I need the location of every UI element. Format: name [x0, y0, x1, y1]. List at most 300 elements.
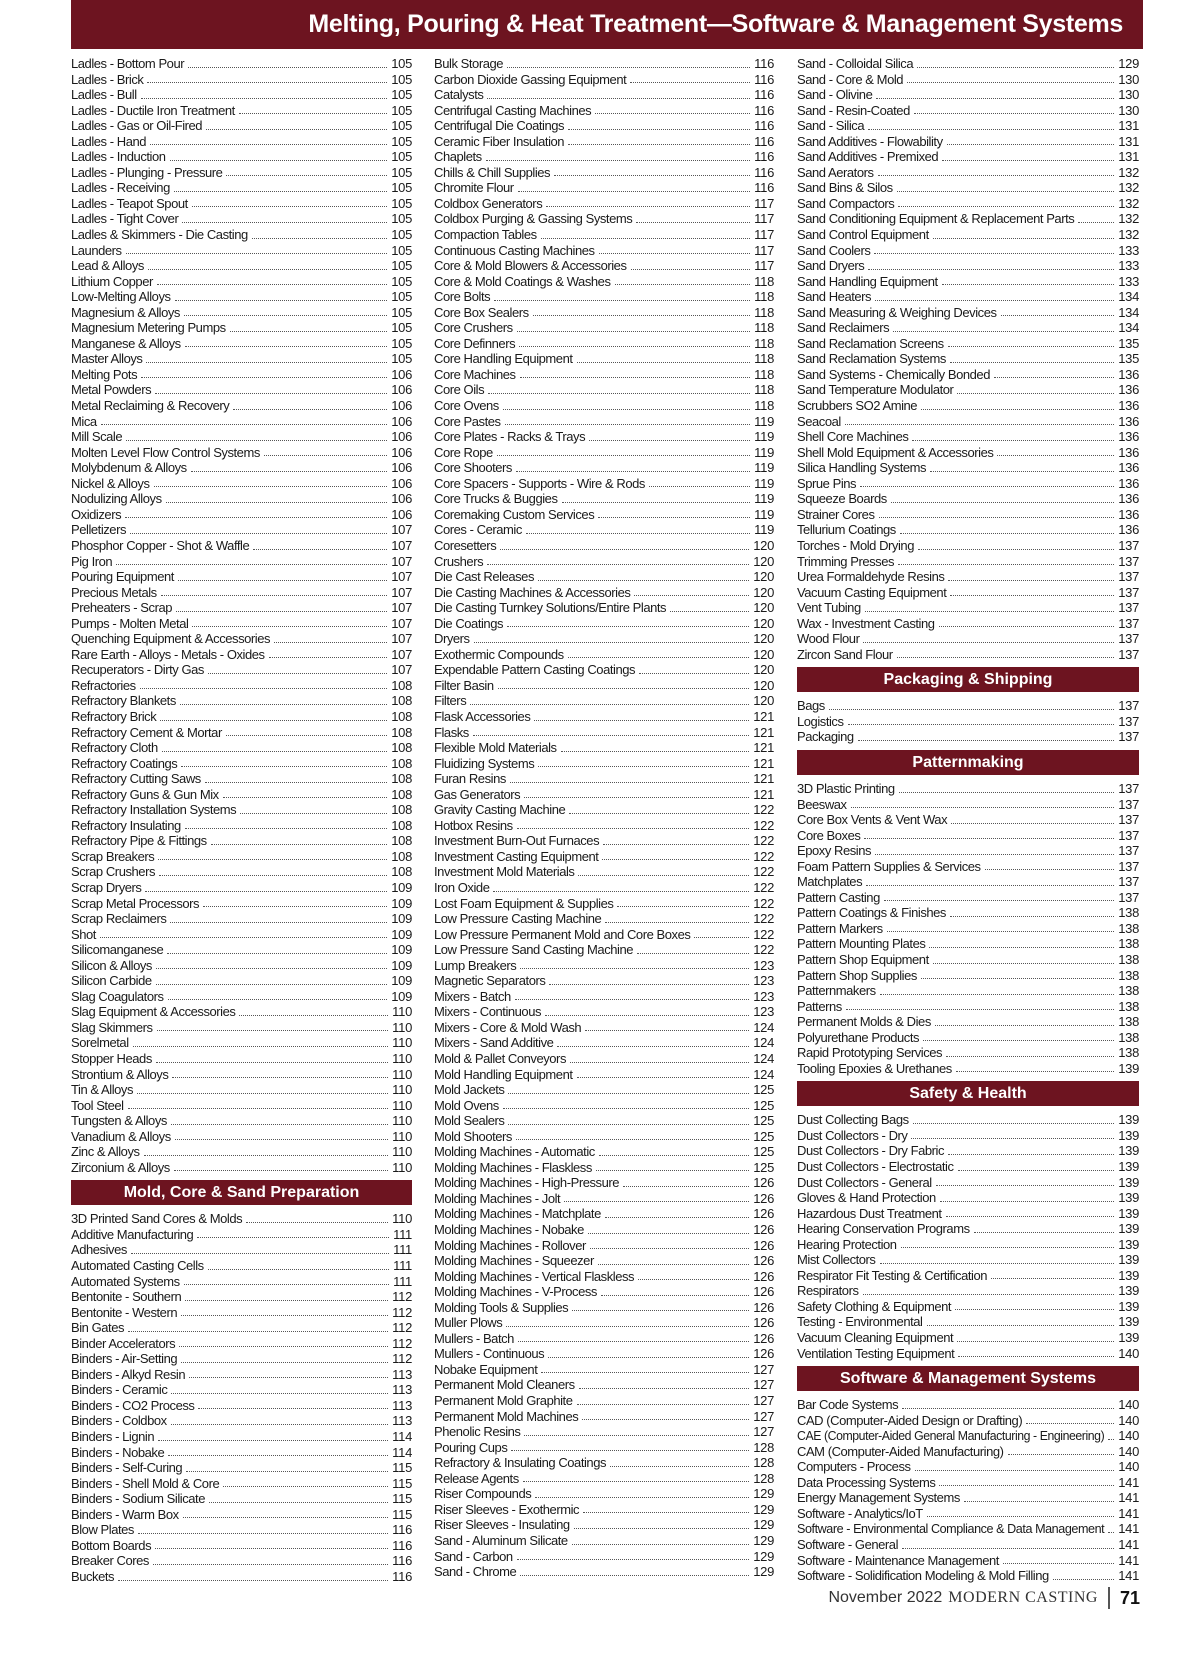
- dot-leader: [997, 455, 1114, 456]
- entry-page-number: 120: [753, 537, 774, 553]
- dot-leader: [1008, 1454, 1115, 1455]
- entry-label: Manganese & Alloys: [71, 335, 181, 351]
- entry-page-number: 137: [1118, 858, 1139, 874]
- dot-leader: [1001, 315, 1115, 316]
- entry-page-number: 139: [1118, 1205, 1139, 1221]
- entry-label: Riser Sleeves - Exothermic: [434, 1501, 580, 1517]
- entry-page-number: 126: [753, 1330, 774, 1346]
- entry-page-number: 112: [392, 1304, 412, 1320]
- entry-page-number: 107: [391, 662, 412, 678]
- dot-leader: [174, 191, 387, 192]
- entry-label: Sand Reclamation Screens: [797, 335, 944, 351]
- dot-leader: [948, 580, 1114, 581]
- entry-page-number: 108: [391, 677, 412, 693]
- dot-leader: [516, 1139, 749, 1140]
- index-entry: [797, 1014, 1139, 1030]
- index-entry: [797, 351, 1139, 367]
- entry-label: Continuous Casting Machines: [434, 242, 595, 258]
- index-entry: [71, 351, 412, 367]
- dot-leader: [517, 1559, 750, 1560]
- dot-leader: [957, 1341, 1114, 1342]
- dot-leader: [158, 1440, 388, 1441]
- entry-page-number: 118: [754, 289, 774, 305]
- entry-page-number: 106: [391, 491, 412, 507]
- dot-leader: [875, 854, 1114, 855]
- entry-page-number: 107: [391, 600, 412, 616]
- dot-leader: [561, 751, 750, 752]
- dot-leader: [880, 994, 1115, 995]
- dot-leader: [577, 1404, 750, 1405]
- entry-page-number: 110: [392, 1082, 412, 1098]
- entry-label: Mold Jackets: [434, 1082, 505, 1098]
- entry-page-number: 137: [1118, 889, 1139, 905]
- entry-page-number: 141: [1118, 1490, 1139, 1506]
- entry-page-number: 117: [754, 258, 774, 274]
- entry-label: Ladles - Plunging - Pressure: [71, 164, 223, 180]
- entry-page-number: 108: [391, 833, 412, 849]
- entry-label: Core Box Vents & Vent Wax: [797, 812, 948, 828]
- entry-label: Fluidizing Systems: [434, 755, 535, 771]
- dot-leader: [192, 206, 387, 207]
- index-entry: [434, 507, 774, 523]
- dot-leader: [569, 813, 749, 814]
- entry-page-number: 105: [391, 164, 412, 180]
- index-entry: [434, 1315, 774, 1331]
- section-heading: Software & Management Systems: [797, 1366, 1139, 1391]
- entry-label: Mullers - Continuous: [434, 1346, 545, 1362]
- entry-label: Pattern Shop Equipment: [797, 951, 929, 967]
- index-entry: [71, 1258, 412, 1274]
- index-entry: [797, 1045, 1139, 1061]
- dot-leader: [185, 1300, 388, 1301]
- dot-leader: [930, 471, 1114, 472]
- dot-leader: [950, 595, 1114, 596]
- dot-leader: [548, 1357, 749, 1358]
- index-entry: [71, 476, 412, 492]
- entry-label: Melting Pots: [71, 366, 138, 382]
- index-entry: [797, 1190, 1139, 1206]
- entry-label: Logistics: [797, 713, 844, 729]
- entry-label: Silicon & Alloys: [71, 957, 152, 973]
- index-entry: [797, 828, 1139, 844]
- index-entry: [797, 1128, 1139, 1144]
- entry-page-number: 125: [753, 1113, 774, 1129]
- entry-label: Shell Mold Equipment & Accessories: [797, 444, 994, 460]
- index-entry: [434, 1191, 774, 1207]
- entry-label: Testing - Environmental: [797, 1314, 923, 1330]
- entry-page-number: 126: [753, 1222, 774, 1238]
- entry-label: Refractory Installation Systems: [71, 802, 237, 818]
- dot-leader: [582, 1419, 749, 1420]
- dot-leader: [125, 517, 387, 518]
- entry-label: Chaplets: [434, 149, 482, 165]
- dot-leader: [863, 1294, 1115, 1295]
- dot-leader: [918, 549, 1114, 550]
- index-entry: [434, 942, 774, 958]
- entry-label: Exothermic Compounds: [434, 646, 564, 662]
- index-entry: [797, 631, 1139, 647]
- entry-page-number: 120: [753, 584, 774, 600]
- entry-page-number: 139: [1118, 1267, 1139, 1283]
- entry-page-number: 139: [1118, 1174, 1139, 1190]
- index-entry: [71, 1476, 412, 1492]
- index-entry: [71, 616, 412, 632]
- entry-page-number: 124: [753, 1051, 774, 1066]
- entry-page-number: 137: [1118, 713, 1139, 729]
- entry-page-number: 105: [391, 242, 412, 258]
- index-entry: [797, 118, 1139, 134]
- entry-label: Sand Control Equipment: [797, 227, 929, 243]
- dot-leader: [880, 1263, 1115, 1264]
- entry-label: Pumps - Molten Metal: [71, 615, 189, 631]
- index-entry: [71, 631, 412, 647]
- entry-page-number: 120: [753, 646, 774, 662]
- entry-label: Sand - Resin-Coated: [797, 102, 910, 118]
- entry-label: Ceramic Fiber Insulation: [434, 133, 565, 149]
- entry-page-number: 107: [391, 615, 412, 631]
- index-entry: [71, 569, 412, 585]
- entry-page-number: 108: [391, 740, 412, 756]
- entry-label: Sand Compactors: [797, 195, 895, 211]
- index-entry: [434, 1067, 774, 1083]
- dot-leader: [868, 129, 1114, 130]
- entry-label: Core & Mold Blowers & Accessories: [434, 258, 627, 274]
- entry-page-number: 105: [391, 273, 412, 289]
- index-entry: [434, 1300, 774, 1316]
- dot-leader: [568, 657, 749, 658]
- dot-leader: [172, 1077, 388, 1078]
- entry-label: Gravity Casting Machine: [434, 802, 566, 818]
- dot-leader: [929, 947, 1114, 948]
- dot-leader: [588, 1233, 749, 1234]
- dot-leader: [829, 709, 1114, 710]
- dot-leader: [887, 931, 1114, 932]
- index-entry: [434, 693, 774, 709]
- entry-label: Catalysts: [434, 87, 484, 103]
- index-column-1: [71, 56, 412, 1585]
- entry-page-number: 112: [392, 1335, 412, 1351]
- dot-leader: [181, 1362, 388, 1363]
- index-entry: [434, 771, 774, 787]
- entry-label: Mica: [71, 413, 97, 429]
- entry-page-number: 141: [1118, 1521, 1139, 1537]
- dot-leader: [637, 953, 749, 954]
- entry-page-number: 107: [391, 646, 412, 662]
- dot-leader: [128, 1331, 388, 1332]
- entry-page-number: 110: [392, 1051, 412, 1066]
- dot-leader: [161, 595, 387, 596]
- entry-label: Sprue Pins: [797, 475, 857, 491]
- entry-label: Dust Collectors - Dry Fabric: [797, 1143, 945, 1159]
- entry-label: Coremaking Custom Services: [434, 506, 595, 522]
- dot-leader: [897, 191, 1115, 192]
- index-entry: [71, 227, 412, 243]
- entry-page-number: 107: [391, 537, 412, 553]
- entry-label: Sand - Olivine: [797, 87, 873, 103]
- dot-leader: [239, 1015, 388, 1016]
- index-entry: [797, 336, 1139, 352]
- dot-leader: [154, 486, 388, 487]
- index-entry: [434, 274, 774, 290]
- index-entry: [71, 87, 412, 103]
- index-entry: [797, 243, 1139, 259]
- magazine-name: MODERN CASTING: [948, 1589, 1098, 1606]
- entry-page-number: 122: [753, 833, 774, 849]
- entry-page-number: 139: [1118, 1298, 1139, 1314]
- entry-page-number: 123: [753, 988, 774, 1004]
- entry-label: Zirconium & Alloys: [71, 1159, 170, 1175]
- index-entry: [434, 849, 774, 865]
- dot-leader: [517, 331, 750, 332]
- entry-page-number: 129: [753, 1501, 774, 1517]
- entry-label: Permanent Mold Graphite: [434, 1393, 573, 1409]
- entry-page-number: 110: [392, 1097, 412, 1113]
- entry-label: Core Box Sealers: [434, 304, 529, 320]
- index-entry: [434, 305, 774, 321]
- entry-page-number: 117: [754, 211, 774, 227]
- entry-label: Squeeze Boards: [797, 491, 887, 507]
- dot-leader: [583, 1512, 749, 1513]
- entry-label: Silica Handling Systems: [797, 460, 927, 476]
- entry-page-number: 132: [1118, 211, 1139, 227]
- index-entry: [71, 445, 412, 461]
- dot-leader: [933, 238, 1114, 239]
- dot-leader: [649, 486, 750, 487]
- entry-label: Molding Machines - Squeezer: [434, 1253, 594, 1269]
- index-entry: [434, 802, 774, 818]
- entry-page-number: 106: [391, 475, 412, 491]
- entry-label: Additive Manufacturing: [71, 1226, 194, 1242]
- entry-page-number: 105: [391, 149, 412, 165]
- entry-label: Nobake Equipment: [434, 1361, 538, 1377]
- dot-leader: [615, 284, 751, 285]
- entry-page-number: 141: [1118, 1505, 1139, 1521]
- dot-leader: [226, 735, 387, 736]
- entry-label: Preheaters - Scrap: [71, 600, 173, 616]
- dot-leader: [541, 1372, 749, 1373]
- entry-label: Scrap Reclaimers: [71, 911, 167, 927]
- entry-label: Scrubbers SO2 Amine: [797, 398, 918, 414]
- index-entry: [71, 1020, 412, 1036]
- entry-label: Investment Mold Materials: [434, 864, 575, 880]
- index-entry: [71, 709, 412, 725]
- dot-leader: [184, 1284, 389, 1285]
- entry-page-number: 137: [1118, 584, 1139, 600]
- entry-label: Software - Maintenance Management: [797, 1552, 999, 1568]
- entry-page-number: 118: [754, 398, 774, 414]
- entry-label: Expendable Pattern Casting Coatings: [434, 662, 636, 678]
- dot-leader: [171, 1124, 388, 1125]
- dot-leader: [141, 377, 387, 378]
- entry-page-number: 105: [391, 71, 412, 87]
- entry-page-number: 125: [753, 1159, 774, 1175]
- entry-label: Pattern Mounting Plates: [797, 936, 926, 952]
- dot-leader: [185, 346, 388, 347]
- index-entry: [71, 973, 412, 989]
- entry-label: Lithium Copper: [71, 273, 153, 289]
- entry-label: Dryers: [434, 631, 470, 647]
- dot-leader: [118, 1580, 388, 1581]
- index-entry: [797, 1030, 1139, 1046]
- index-entry: [797, 491, 1139, 507]
- index-entry: [434, 180, 774, 196]
- entry-page-number: 123: [753, 957, 774, 973]
- entry-page-number: 139: [1118, 1314, 1139, 1330]
- entry-label: Zircon Sand Flour: [797, 646, 893, 662]
- entry-page-number: 106: [391, 382, 412, 398]
- dot-leader: [570, 1062, 749, 1063]
- entry-page-number: 110: [392, 1159, 412, 1175]
- entry-page-number: 119: [754, 444, 774, 460]
- dot-leader: [884, 900, 1114, 901]
- entry-page-number: 131: [1118, 149, 1139, 165]
- entry-label: Zinc & Alloys: [71, 1144, 140, 1160]
- entry-page-number: 109: [391, 957, 412, 973]
- entry-page-number: 129: [753, 1532, 774, 1548]
- dot-leader: [913, 1123, 1115, 1124]
- entry-label: Vanadium & Alloys: [71, 1128, 171, 1144]
- entry-label: Sand - Carbon: [434, 1548, 513, 1564]
- dot-leader: [474, 642, 750, 643]
- dot-leader: [942, 160, 1114, 161]
- entry-label: Permanent Molds & Dies: [797, 1014, 931, 1030]
- entry-page-number: 122: [753, 864, 774, 880]
- index-entry: [434, 1035, 774, 1051]
- entry-page-number: 130: [1118, 87, 1139, 103]
- dot-leader: [599, 253, 751, 254]
- entry-label: Sand - Chrome: [434, 1564, 517, 1580]
- entry-label: Strontium & Alloys: [71, 1066, 169, 1082]
- entry-page-number: 138: [1118, 967, 1139, 983]
- entry-page-number: 136: [1118, 366, 1139, 382]
- entry-page-number: 118: [754, 335, 774, 351]
- entry-label: Ladles - Induction: [71, 149, 166, 165]
- dot-leader: [917, 67, 1114, 68]
- dot-leader: [957, 393, 1114, 394]
- dot-leader: [171, 1393, 388, 1394]
- entry-page-number: 126: [753, 1206, 774, 1222]
- entry-page-number: 111: [393, 1242, 412, 1258]
- entry-page-number: 118: [754, 273, 774, 289]
- index-entry: [434, 725, 774, 741]
- entry-page-number: 106: [391, 366, 412, 382]
- entry-label: Scrap Crushers: [71, 864, 156, 880]
- index-entry: [434, 1377, 774, 1393]
- dot-leader: [503, 1108, 749, 1109]
- index-entry: [434, 1346, 774, 1362]
- dot-leader: [914, 113, 1114, 114]
- entry-page-number: 115: [392, 1475, 412, 1491]
- dot-leader: [538, 580, 749, 581]
- dot-leader: [126, 253, 388, 254]
- entry-page-number: 113: [392, 1382, 412, 1398]
- index-entry: [71, 1553, 412, 1569]
- index-entry: [797, 843, 1139, 859]
- dot-leader: [211, 844, 388, 845]
- entry-label: Hearing Conservation Programs: [797, 1221, 970, 1237]
- dot-leader: [863, 642, 1114, 643]
- index-entry: [71, 72, 412, 88]
- entry-page-number: 121: [753, 771, 774, 787]
- dot-leader: [923, 1040, 1114, 1041]
- index-entry: [797, 1159, 1139, 1175]
- entry-page-number: 108: [391, 708, 412, 724]
- index-entry: [434, 1175, 774, 1191]
- entry-label: Sand Additives - Premixed: [797, 149, 939, 165]
- entry-page-number: 117: [754, 195, 774, 211]
- dot-leader: [197, 1237, 389, 1238]
- entry-label: Ventilation Testing Equipment: [797, 1345, 955, 1361]
- entry-page-number: 108: [391, 786, 412, 802]
- index-entry: [434, 1020, 774, 1036]
- index-entry: [797, 729, 1139, 745]
- entry-page-number: 105: [391, 335, 412, 351]
- entry-page-number: 137: [1118, 796, 1139, 812]
- entry-label: Investment Burn-Out Furnaces: [434, 833, 600, 849]
- dot-leader: [246, 1222, 388, 1223]
- dot-leader: [205, 782, 387, 783]
- dot-leader: [878, 175, 1115, 176]
- entry-page-number: 107: [391, 584, 412, 600]
- entry-label: Phenolic Resins: [434, 1424, 521, 1440]
- index-entry: [434, 1160, 774, 1176]
- footer-divider: [1108, 1587, 1110, 1609]
- index-entry: [71, 1211, 412, 1227]
- index-entry: [434, 709, 774, 725]
- entry-label: Low Pressure Permanent Mold and Core Boxes: [434, 926, 691, 942]
- entry-page-number: 106: [391, 506, 412, 522]
- index-entry: [71, 1242, 412, 1258]
- dot-leader: [933, 963, 1114, 964]
- index-entry: [797, 890, 1139, 906]
- entry-label: Molding Machines - Nobake: [434, 1222, 584, 1238]
- index-entry: [434, 569, 774, 585]
- entry-label: Mold Ovens: [434, 1097, 499, 1113]
- entry-page-number: 126: [753, 1299, 774, 1315]
- index-entry: [71, 367, 412, 383]
- entry-page-number: 126: [753, 1315, 774, 1331]
- entry-page-number: 118: [754, 382, 774, 398]
- entry-page-number: 125: [753, 1097, 774, 1113]
- index-entry: [797, 1299, 1139, 1315]
- index-entry: [434, 911, 774, 927]
- index-entry: [797, 983, 1139, 999]
- index-entry: [71, 243, 412, 259]
- entry-page-number: 110: [392, 1066, 412, 1082]
- index-entry: [434, 118, 774, 134]
- entry-page-number: 137: [1118, 729, 1139, 745]
- dot-leader: [958, 1170, 1115, 1171]
- entry-label: Filters: [434, 693, 467, 709]
- index-entry: [71, 274, 412, 290]
- entry-page-number: 119: [754, 522, 774, 538]
- index-entry: [71, 662, 412, 678]
- dot-leader: [568, 144, 750, 145]
- entry-page-number: 139: [1118, 1252, 1139, 1268]
- entry-label: Coldbox Generators: [434, 195, 543, 211]
- index-entry: [71, 1082, 412, 1098]
- index-entry: [434, 134, 774, 150]
- index-entry: [71, 802, 412, 818]
- entry-label: Mullers - Batch: [434, 1330, 514, 1346]
- entry-page-number: 120: [753, 569, 774, 585]
- dot-leader: [639, 673, 749, 674]
- index-entry: [797, 414, 1139, 430]
- index-entry: [71, 1460, 412, 1476]
- dot-leader: [182, 222, 387, 223]
- entry-label: Mist Collectors: [797, 1252, 876, 1268]
- entry-label: Furan Resins: [434, 771, 506, 787]
